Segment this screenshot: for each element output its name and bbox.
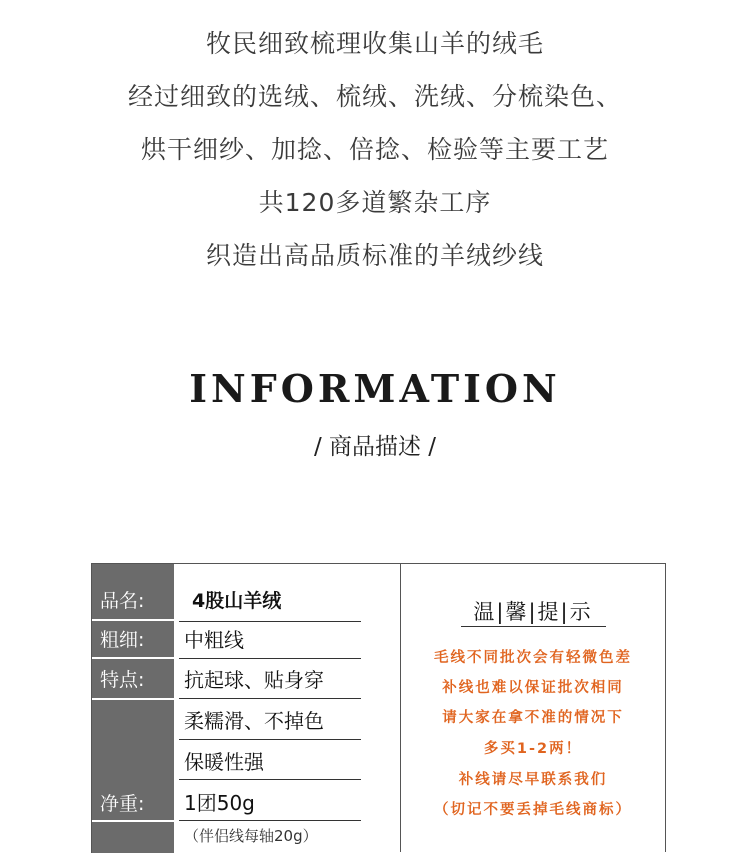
intro-line: 织造出高品质标准的羊绒纱线	[205, 241, 544, 270]
tip-line: 请大家在拿不准的情况下	[442, 710, 624, 726]
spec-table	[91, 563, 666, 852]
value-weight: 1团50g	[184, 791, 255, 815]
value-feature-1: 抗起球、贴身穿	[184, 668, 324, 692]
intro-line: 牧民细致梳理收集山羊的绒毛	[205, 29, 544, 58]
tip-line: 多买1-2两！	[483, 741, 583, 757]
tip-line: 补线请尽早联系我们	[458, 772, 608, 788]
value-divider	[179, 739, 361, 740]
spec-details	[91, 563, 401, 853]
value-feature-2: 柔糯滑、不掉色	[184, 709, 324, 733]
tips-panel	[400, 563, 666, 852]
intro-line: 经过细致的选绒、梳绒、洗绒、分梳染色、	[127, 82, 622, 111]
label-divider	[92, 657, 174, 659]
value-divider	[179, 698, 361, 699]
label-divider	[92, 698, 174, 700]
value-name: 4股山羊绒	[192, 590, 282, 612]
label-weight: 净重:	[100, 793, 145, 815]
value-thickness: 中粗线	[184, 628, 244, 652]
label-divider	[92, 619, 174, 621]
tip-line: 毛线不同批次会有轻微色差	[434, 650, 632, 666]
spec-label-column	[92, 564, 174, 853]
tips-title: 温|馨|提|示	[473, 600, 593, 624]
label-divider	[92, 820, 174, 822]
intro-line: 烘干细纱、加捻、倍捻、检验等主要工艺	[140, 135, 609, 164]
value-divider	[179, 621, 361, 622]
section-subtitle: / 商品描述 /	[313, 434, 437, 460]
label-thickness: 粗细:	[100, 629, 145, 651]
value-weight-note: （伴侣线每轴20g）	[184, 827, 318, 845]
section-title: INFORMATION	[189, 366, 561, 411]
intro-text-block	[0, 22, 750, 287]
label-name: 品名:	[100, 590, 145, 612]
value-divider	[179, 820, 361, 821]
tips-title-underline	[461, 626, 606, 627]
intro-line: 共120多道繁杂工序	[258, 188, 492, 217]
tip-line: （切记不要丢掉毛线商标）	[434, 802, 632, 818]
value-divider	[179, 779, 361, 780]
value-divider	[179, 658, 361, 659]
tip-line: 补线也难以保证批次相同	[442, 680, 624, 696]
value-feature-3: 保暖性强	[184, 750, 264, 774]
label-features: 特点:	[100, 669, 145, 691]
